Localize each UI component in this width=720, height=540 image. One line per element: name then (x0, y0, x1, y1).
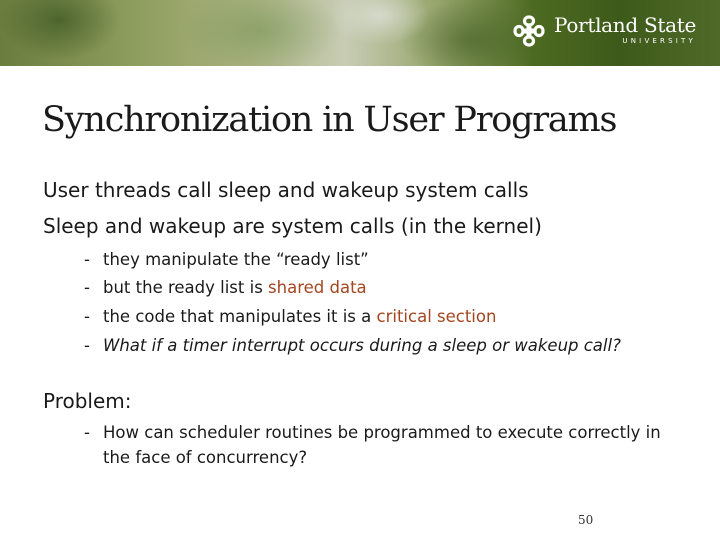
problem-label: Problem: (43, 389, 132, 413)
sub-bullet-1 (84, 247, 684, 272)
sub-bullet-text: How can scheduler routines be programmed to execute correctly in the face of concurrency? (103, 423, 661, 467)
problem-sub-bullet (84, 420, 684, 470)
highlight-critical-section: critical section (376, 307, 497, 326)
slide-title: Synchronization in User Programs (42, 100, 617, 140)
logo-subtitle: UNIVERSITY (622, 37, 696, 45)
sub-bullet-4 (84, 333, 684, 358)
sub-bullet-3 (84, 304, 684, 329)
university-logo (512, 14, 696, 52)
page-number: 50 (578, 513, 594, 527)
sub-bullet-text: but the ready list is (103, 278, 269, 297)
sub-bullet-text: they manipulate the “ready list” (103, 250, 369, 269)
sub-bullet-2 (84, 275, 684, 300)
header-banner (0, 0, 720, 66)
bullet-2: Sleep and wakeup are system calls (in the kernel) (43, 214, 542, 238)
sub-bullet-text: What if a timer interrupt occurs during a sleep or wakeup call? (103, 336, 621, 355)
dash-marker: - (84, 336, 90, 355)
dash-marker: - (84, 250, 90, 269)
sub-bullet-text: the code that manipulates it is a (103, 307, 377, 326)
psu-logo-icon (512, 14, 546, 48)
logo-name: Portland State (554, 13, 696, 37)
dash-marker: - (84, 423, 90, 442)
bullet-1: User threads call sleep and wakeup system calls (43, 178, 529, 202)
dash-marker: - (84, 307, 90, 326)
dash-marker: - (84, 278, 90, 297)
highlight-shared-data: shared data (268, 278, 367, 297)
